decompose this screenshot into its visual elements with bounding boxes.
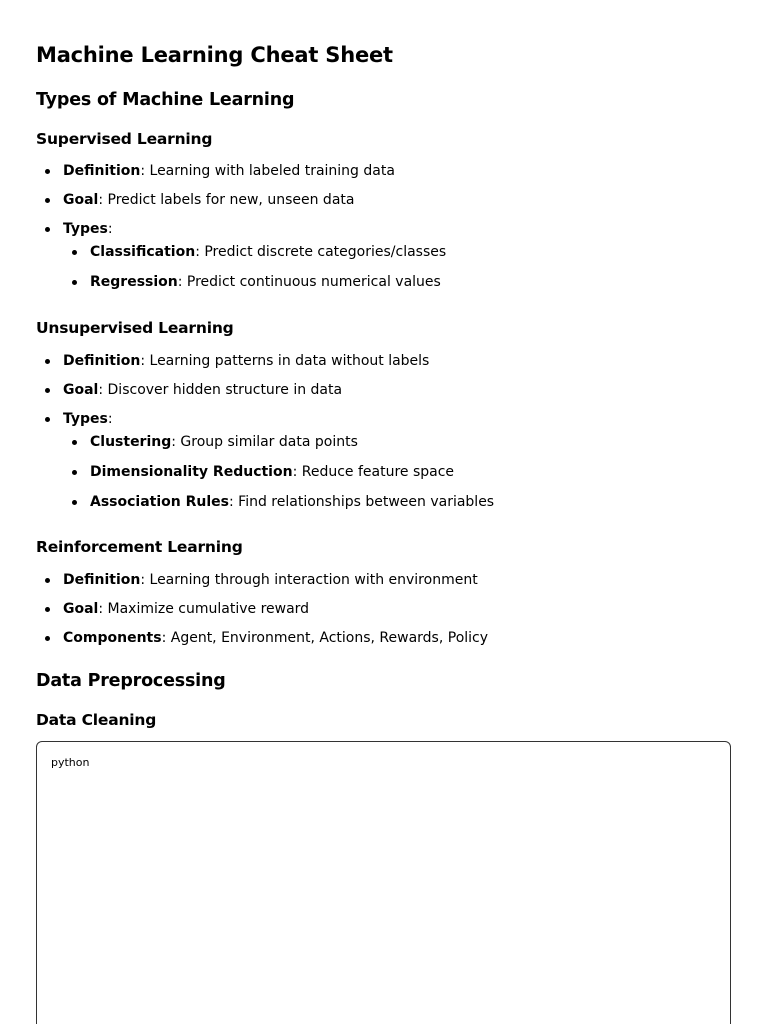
sub-list-item-label: Association Rules (90, 494, 229, 510)
list-item (36, 352, 494, 370)
page-title: Machine Learning Cheat Sheet (36, 43, 393, 67)
list-item (36, 410, 494, 511)
sub-list-item-text: : Group similar data points (171, 434, 358, 450)
supervised-subtypes-list (63, 243, 446, 291)
section-heading-preprocessing: Data Preprocessing (36, 671, 226, 691)
list-item (36, 381, 494, 399)
code-language-label: python (51, 756, 90, 769)
list-item (36, 629, 488, 647)
list-item (36, 220, 446, 291)
list-item-text: : Predict labels for new, unseen data (98, 192, 355, 208)
list-item-text: : Discover hidden structure in data (98, 382, 343, 398)
list-item-label: Goal (63, 601, 99, 617)
list-item-text: : Learning with labeled training data (140, 163, 395, 179)
code-block[interactable] (36, 741, 731, 1024)
sub-list-item-label: Clustering (90, 434, 172, 450)
list-item-label: Goal (63, 382, 99, 398)
sub-list-item (63, 273, 446, 291)
list-item-label: Types (63, 221, 108, 237)
sub-list-item-text: : Reduce feature space (292, 464, 455, 480)
sub-list-item-text: : Predict discrete categories/classes (195, 244, 447, 260)
subsection-heading-reinforcement: Reinforcement Learning (36, 538, 243, 556)
list-item-label: Components (63, 630, 162, 646)
sub-list-item (63, 463, 494, 481)
sub-list-item (63, 243, 446, 261)
unsupervised-list (36, 352, 494, 511)
sub-list-item-label: Dimensionality Reduction (90, 464, 293, 480)
section-heading-types: Types of Machine Learning (36, 90, 295, 110)
list-item-text: : Learning patterns in data without labels (140, 353, 430, 369)
list-item-text: : (107, 221, 113, 237)
subsection-heading-supervised: Supervised Learning (36, 130, 213, 148)
list-item-label: Definition (63, 353, 141, 369)
sub-list-item-label: Classification (90, 244, 196, 260)
unsupervised-subtypes-list (63, 433, 494, 511)
list-item-label: Definition (63, 163, 141, 179)
list-item-label: Types (63, 411, 108, 427)
list-item-text: : Learning through interaction with environment (140, 572, 478, 588)
list-item-text: : (107, 411, 113, 427)
list-item (36, 600, 488, 618)
list-item (36, 571, 488, 589)
list-item-text: : Agent, Environment, Actions, Rewards, Policy (161, 630, 489, 646)
list-item (36, 191, 446, 209)
list-item-text: : Maximize cumulative reward (98, 601, 310, 617)
sub-list-item (63, 493, 494, 511)
sub-list-item-label: Regression (90, 274, 178, 290)
sub-list-item-text: : Predict continuous numerical values (177, 274, 441, 290)
list-item-label: Goal (63, 192, 99, 208)
subsection-heading-data-cleaning: Data Cleaning (36, 711, 157, 729)
subsection-heading-unsupervised: Unsupervised Learning (36, 319, 234, 337)
list-item-label: Definition (63, 572, 141, 588)
supervised-list (36, 162, 446, 291)
sub-list-item (63, 433, 494, 451)
sub-list-item-text: : Find relationships between variables (229, 494, 495, 510)
list-item (36, 162, 446, 180)
reinforcement-list (36, 571, 488, 647)
